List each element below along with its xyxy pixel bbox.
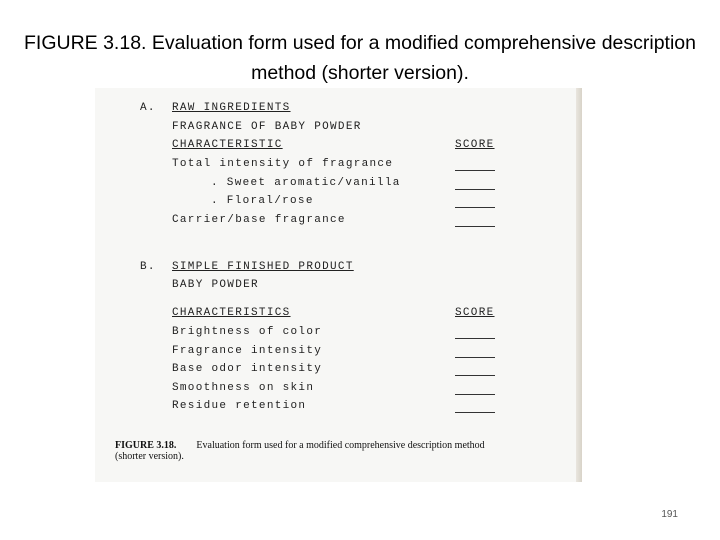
section-b-item: Base odor intensity [172,363,323,375]
section-b-score-header: SCORE [455,307,495,319]
section-b-characteristic-header: CHARACTERISTICS [172,307,291,319]
section-b-item: Fragrance intensity [172,345,323,357]
score-blank [455,226,495,227]
section-a-item: . Floral/rose [211,195,314,207]
section-a-item: Carrier/base fragrance [172,214,346,226]
slide-title: FIGURE 3.18. Evaluation form used for a modified comprehensive description method (shorter version). [24,32,696,84]
section-a-score-header: SCORE [455,139,495,151]
caption-text: Evaluation form used for a modified comprehensive description method [196,440,485,451]
score-blank [455,375,495,376]
section-b-item: Smoothness on skin [172,382,315,394]
section-b-letter: B. [140,261,156,273]
score-blank [455,394,495,395]
section-b-subject: BABY POWDER [172,279,259,291]
section-b-item: Residue retention [172,400,307,412]
caption-text-continued: (shorter version). [115,451,184,462]
section-b-item: Brightness of color [172,326,323,338]
score-blank [455,207,495,208]
section-a-heading: RAW INGREDIENTS [172,102,291,114]
scanned-evaluation-form [95,88,582,482]
section-a-item: Total intensity of fragrance [172,158,394,170]
page-number: 191 [661,509,678,520]
section-a-characteristic-header: CHARACTERISTIC [172,139,283,151]
score-blank [455,338,495,339]
section-a-letter: A. [140,102,156,114]
score-blank [455,357,495,358]
score-blank [455,189,495,190]
caption-label: FIGURE 3.18. [115,440,177,451]
figure-caption [115,440,575,462]
section-b-heading: SIMPLE FINISHED PRODUCT [172,261,354,273]
section-a-subject: FRAGRANCE OF BABY POWDER [172,121,362,133]
score-blank [455,170,495,171]
section-a-item: . Sweet aromatic/vanilla [211,177,401,189]
score-blank [455,412,495,413]
